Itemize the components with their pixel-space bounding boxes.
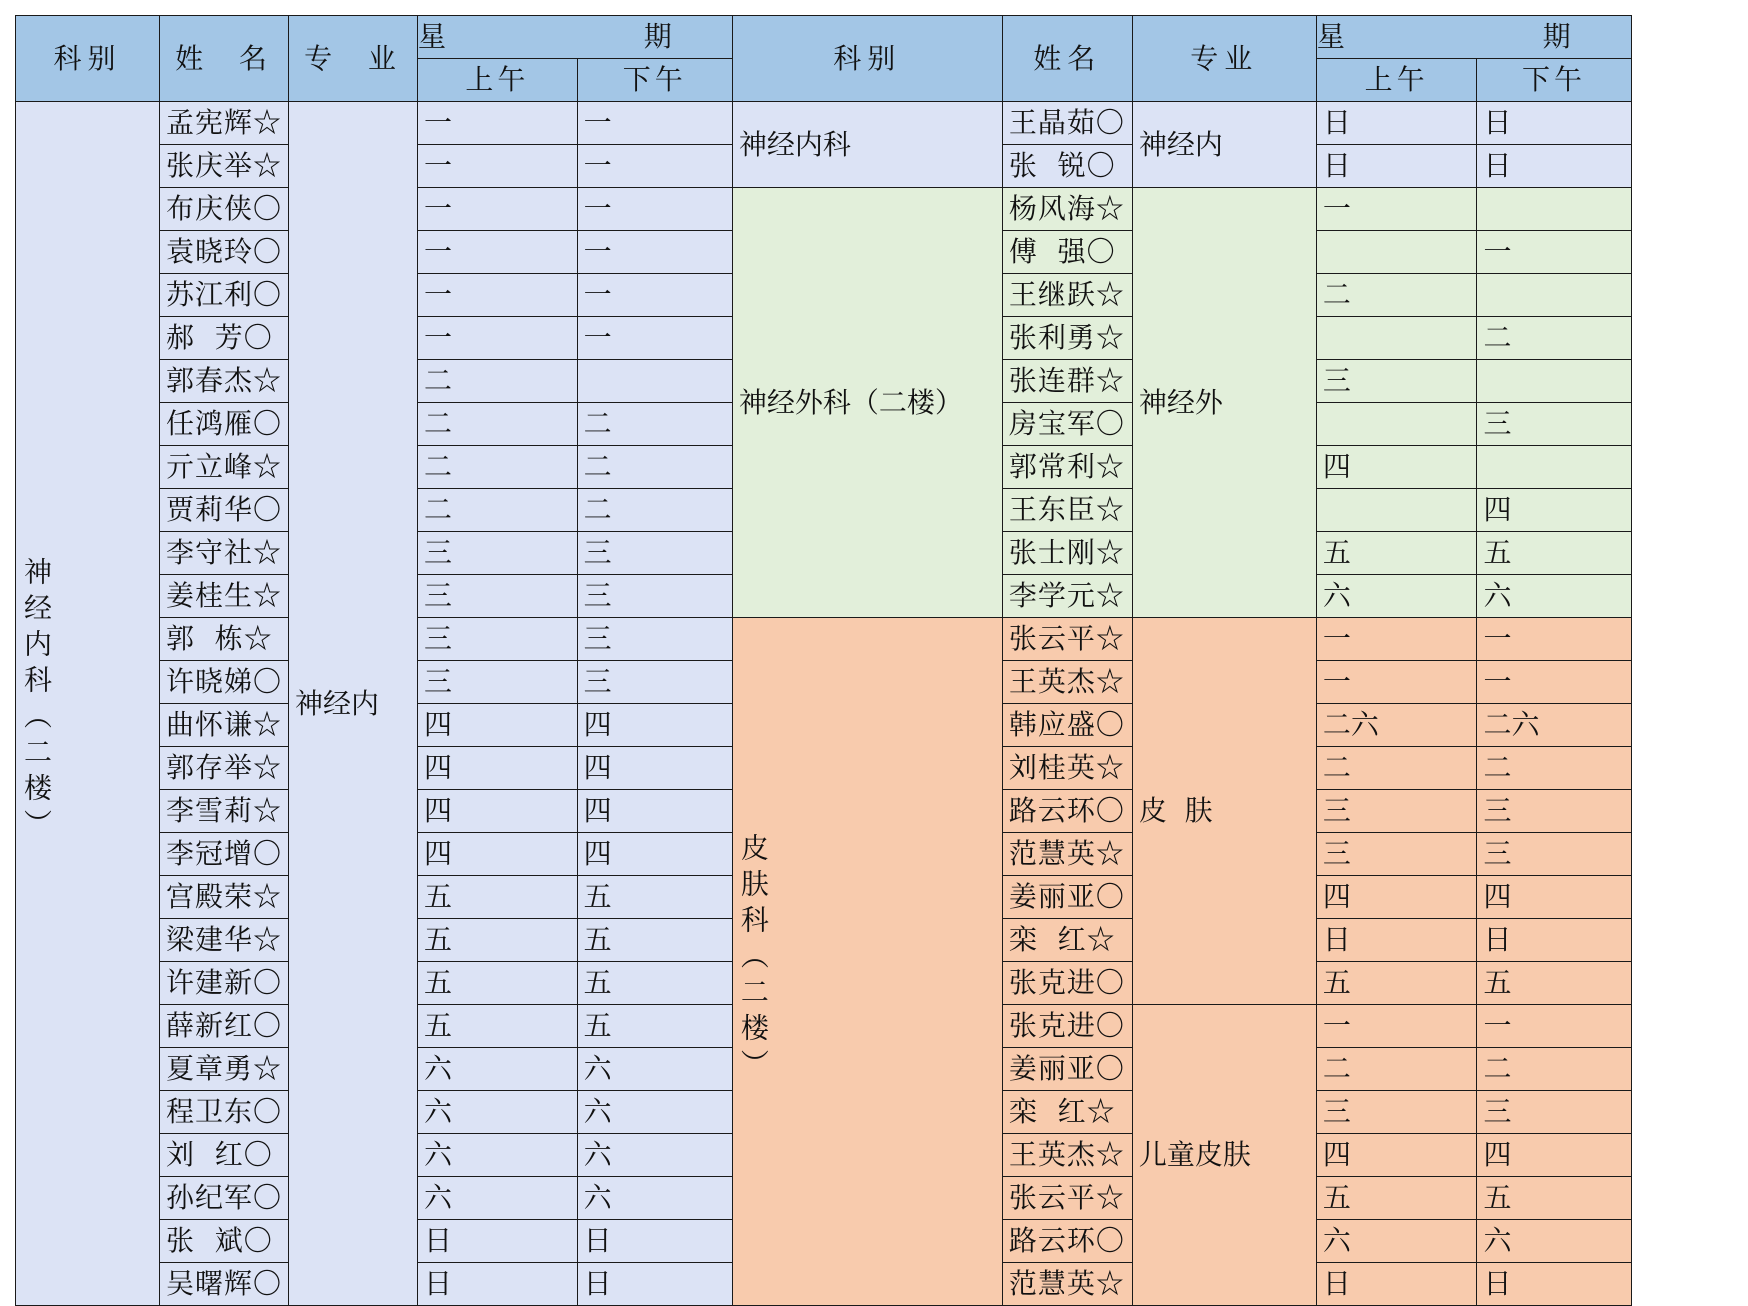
am-day-right (1316, 489, 1477, 532)
pm-day-right: 二 (1477, 747, 1631, 790)
doctor-name-right: 房宝军〇 (1002, 403, 1132, 446)
am-day: 四 (418, 790, 578, 833)
spec-cell-neuro-internal-right: 神经内 (1132, 102, 1316, 188)
pm-day: 三 (577, 575, 732, 618)
am-day-right: 五 (1316, 962, 1477, 1005)
am-day: 六 (418, 1134, 578, 1177)
dept-cell-neuro-internal-right: 神经内科 (732, 102, 1002, 188)
am-day: 二 (418, 403, 578, 446)
doctor-name: 张庆举☆ (160, 145, 289, 188)
table-row (16, 618, 1632, 661)
table-row (16, 102, 1632, 145)
doctor-name: 许晓娣〇 (160, 661, 289, 704)
doctor-name-right: 傅 强〇 (1002, 231, 1132, 274)
doctor-name-right: 王英杰☆ (1002, 661, 1132, 704)
doctor-name-right: 张士刚☆ (1002, 532, 1132, 575)
pm-day: 六 (577, 1091, 732, 1134)
pm-day: 一 (577, 274, 732, 317)
header-name-right: 姓名 (1002, 16, 1132, 102)
am-day: 五 (418, 876, 578, 919)
doctor-name-right: 路云环〇 (1002, 1220, 1132, 1263)
doctor-name-right: 张克进〇 (1002, 962, 1132, 1005)
am-day-right (1316, 231, 1477, 274)
pm-day-right: 日 (1477, 1263, 1631, 1306)
pm-day-right: 三 (1477, 790, 1631, 833)
doctor-name-right: 路云环〇 (1002, 790, 1132, 833)
pm-day-right: 日 (1477, 919, 1631, 962)
pm-day-right: 六 (1477, 575, 1631, 618)
am-day-right: 五 (1316, 532, 1477, 575)
doctor-name-right: 张连群☆ (1002, 360, 1132, 403)
dept-label: 神经内科（二楼） (20, 557, 53, 845)
pm-day-right: 二 (1477, 317, 1631, 360)
spec-cell-child-dermatology: 儿童皮肤 (1132, 1005, 1316, 1306)
pm-day-right: 日 (1477, 102, 1631, 145)
am-day-right: 一 (1316, 188, 1477, 231)
pm-day-right: 五 (1477, 1177, 1631, 1220)
pm-day: 四 (577, 704, 732, 747)
doctor-name: 姜桂生☆ (160, 575, 289, 618)
doctor-name: 郭 栋☆ (160, 618, 289, 661)
doctor-name: 夏章勇☆ (160, 1048, 289, 1091)
doctor-name-right: 姜丽亚〇 (1002, 1048, 1132, 1091)
doctor-name-right: 王东臣☆ (1002, 489, 1132, 532)
doctor-name-right: 张克进〇 (1002, 1005, 1132, 1048)
doctor-name-right: 范慧英☆ (1002, 833, 1132, 876)
pm-day-right (1477, 360, 1631, 403)
am-day-right (1316, 317, 1477, 360)
am-day: 四 (418, 747, 578, 790)
doctor-name: 郭春杰☆ (160, 360, 289, 403)
pm-day: 日 (577, 1220, 732, 1263)
doctor-name-right: 郭常利☆ (1002, 446, 1132, 489)
dept-label: 皮肤科（二楼） (736, 833, 770, 1085)
pm-day: 五 (577, 919, 732, 962)
am-day: 六 (418, 1048, 578, 1091)
pm-day-right: 六 (1477, 1220, 1631, 1263)
am-day-right: 五 (1316, 1177, 1477, 1220)
pm-day: 五 (577, 1005, 732, 1048)
doctor-name-right: 范慧英☆ (1002, 1263, 1132, 1306)
header-pm-right: 下午 (1477, 59, 1631, 102)
am-day-right: 日 (1316, 1263, 1477, 1306)
am-day-right: 三 (1316, 1091, 1477, 1134)
header-row-1 (16, 16, 1632, 59)
doctor-name: 李冠增〇 (160, 833, 289, 876)
doctor-name: 孙纪军〇 (160, 1177, 289, 1220)
pm-day: 六 (577, 1134, 732, 1177)
doctor-name-right: 张云平☆ (1002, 1177, 1132, 1220)
am-day: 一 (418, 274, 578, 317)
am-day-right: 一 (1316, 1005, 1477, 1048)
schedule-body (16, 102, 1632, 1306)
doctor-name: 孟宪辉☆ (160, 102, 289, 145)
am-day: 日 (418, 1220, 578, 1263)
doctor-name: 苏江利〇 (160, 274, 289, 317)
pm-day-right: 五 (1477, 532, 1631, 575)
am-day: 一 (418, 317, 578, 360)
header-week-left: 星 期 (418, 16, 733, 59)
pm-day: 二 (577, 489, 732, 532)
header-week-right: 星 期 (1316, 16, 1631, 59)
am-day-right: 三 (1316, 790, 1477, 833)
am-day: 三 (418, 575, 578, 618)
am-day-right: 一 (1316, 618, 1477, 661)
doctor-name: 亓立峰☆ (160, 446, 289, 489)
header-spec-right: 专业 (1132, 16, 1316, 102)
am-day: 二 (418, 446, 578, 489)
pm-day-right: 三 (1477, 1091, 1631, 1134)
pm-day-right (1477, 274, 1631, 317)
doctor-name: 任鸿雁〇 (160, 403, 289, 446)
am-day-right: 六 (1316, 1220, 1477, 1263)
doctor-name: 许建新〇 (160, 962, 289, 1005)
pm-day: 日 (577, 1263, 732, 1306)
am-day-right: 二 (1316, 274, 1477, 317)
am-day: 一 (418, 188, 578, 231)
doctor-name: 张 斌〇 (160, 1220, 289, 1263)
am-day-right: 六 (1316, 575, 1477, 618)
table-row (16, 188, 1632, 231)
doctor-name: 宫殿荣☆ (160, 876, 289, 919)
pm-day: 六 (577, 1177, 732, 1220)
doctor-name-right: 张 锐〇 (1002, 145, 1132, 188)
pm-day-right (1477, 188, 1631, 231)
schedule-table (15, 15, 1632, 1306)
pm-day-right: 四 (1477, 876, 1631, 919)
doctor-name: 李雪莉☆ (160, 790, 289, 833)
dept-cell-neuro-surgery: 神经外科（二楼） (732, 188, 1002, 618)
am-day: 一 (418, 102, 578, 145)
am-day: 三 (418, 532, 578, 575)
doctor-name: 程卫东〇 (160, 1091, 289, 1134)
doctor-name: 曲怀谦☆ (160, 704, 289, 747)
am-day-right: 三 (1316, 833, 1477, 876)
pm-day: 五 (577, 876, 732, 919)
am-day: 三 (418, 618, 578, 661)
am-day: 五 (418, 919, 578, 962)
am-day: 日 (418, 1263, 578, 1306)
doctor-name-right: 王继跃☆ (1002, 274, 1132, 317)
spec-cell-neuro-internal: 神经内 (289, 102, 418, 1306)
am-day: 二 (418, 489, 578, 532)
header-am-right: 上午 (1316, 59, 1477, 102)
spec-cell-dermatology: 皮 肤 (1132, 618, 1316, 1005)
doctor-name-right: 刘桂英☆ (1002, 747, 1132, 790)
header-dept-left: 科别 (16, 16, 160, 102)
pm-day-right (1477, 446, 1631, 489)
dept-cell-neuro-internal (16, 102, 160, 1306)
header-pm-left: 下午 (577, 59, 732, 102)
am-day: 六 (418, 1091, 578, 1134)
am-day: 一 (418, 231, 578, 274)
am-day: 二 (418, 360, 578, 403)
doctor-name: 郭存举☆ (160, 747, 289, 790)
pm-day: 五 (577, 962, 732, 1005)
pm-day: 六 (577, 1048, 732, 1091)
am-day-right: 三 (1316, 360, 1477, 403)
am-day: 六 (418, 1177, 578, 1220)
pm-day: 二 (577, 403, 732, 446)
doctor-name-right: 李学元☆ (1002, 575, 1132, 618)
pm-day-right: 四 (1477, 489, 1631, 532)
spec-cell-neuro-surgery: 神经外 (1132, 188, 1316, 618)
pm-day: 一 (577, 188, 732, 231)
pm-day: 四 (577, 790, 732, 833)
pm-day: 一 (577, 145, 732, 188)
am-day-right: 二六 (1316, 704, 1477, 747)
pm-day: 一 (577, 231, 732, 274)
doctor-name-right: 姜丽亚〇 (1002, 876, 1132, 919)
pm-day-right: 一 (1477, 1005, 1631, 1048)
schedule-sheet (15, 15, 1632, 1306)
doctor-name-right: 张云平☆ (1002, 618, 1132, 661)
pm-day: 三 (577, 661, 732, 704)
pm-day: 三 (577, 532, 732, 575)
am-day-right: 日 (1316, 919, 1477, 962)
pm-day-right: 一 (1477, 661, 1631, 704)
pm-day-right: 一 (1477, 231, 1631, 274)
am-day-right: 一 (1316, 661, 1477, 704)
pm-day-right: 五 (1477, 962, 1631, 1005)
header-am-left: 上午 (418, 59, 578, 102)
doctor-name-right: 栾 红☆ (1002, 919, 1132, 962)
doctor-name: 李守社☆ (160, 532, 289, 575)
am-day-right: 四 (1316, 446, 1477, 489)
header-dept-right: 科别 (732, 16, 1002, 102)
am-day-right: 二 (1316, 747, 1477, 790)
am-day-right: 日 (1316, 102, 1477, 145)
am-day-right: 二 (1316, 1048, 1477, 1091)
am-day: 三 (418, 661, 578, 704)
am-day: 五 (418, 1005, 578, 1048)
doctor-name: 郝 芳〇 (160, 317, 289, 360)
doctor-name: 梁建华☆ (160, 919, 289, 962)
pm-day-right: 三 (1477, 833, 1631, 876)
am-day: 四 (418, 704, 578, 747)
pm-day-right: 二 (1477, 1048, 1631, 1091)
am-day: 四 (418, 833, 578, 876)
doctor-name: 吴曙辉〇 (160, 1263, 289, 1306)
am-day-right (1316, 403, 1477, 446)
pm-day-right: 一 (1477, 618, 1631, 661)
header-name-left: 姓 名 (160, 16, 289, 102)
doctor-name-right: 栾 红☆ (1002, 1091, 1132, 1134)
am-day: 五 (418, 962, 578, 1005)
pm-day: 一 (577, 102, 732, 145)
am-day-right: 日 (1316, 145, 1477, 188)
pm-day: 二 (577, 446, 732, 489)
doctor-name-right: 韩应盛〇 (1002, 704, 1132, 747)
doctor-name: 袁晓玲〇 (160, 231, 289, 274)
doctor-name: 薛新红〇 (160, 1005, 289, 1048)
am-day-right: 四 (1316, 876, 1477, 919)
doctor-name: 刘 红〇 (160, 1134, 289, 1177)
doctor-name-right: 杨风海☆ (1002, 188, 1132, 231)
dept-cell-dermatology (732, 618, 1002, 1306)
pm-day-right: 三 (1477, 403, 1631, 446)
doctor-name-right: 王晶茹〇 (1002, 102, 1132, 145)
doctor-name-right: 张利勇☆ (1002, 317, 1132, 360)
doctor-name: 布庆侠〇 (160, 188, 289, 231)
pm-day: 三 (577, 618, 732, 661)
am-day: 一 (418, 145, 578, 188)
pm-day: 四 (577, 747, 732, 790)
doctor-name: 贾莉华〇 (160, 489, 289, 532)
pm-day: 四 (577, 833, 732, 876)
pm-day (577, 360, 732, 403)
pm-day-right: 日 (1477, 145, 1631, 188)
am-day-right: 四 (1316, 1134, 1477, 1177)
pm-day-right: 四 (1477, 1134, 1631, 1177)
pm-day: 一 (577, 317, 732, 360)
header-spec-left: 专 业 (289, 16, 418, 102)
doctor-name-right: 王英杰☆ (1002, 1134, 1132, 1177)
pm-day-right: 二六 (1477, 704, 1631, 747)
